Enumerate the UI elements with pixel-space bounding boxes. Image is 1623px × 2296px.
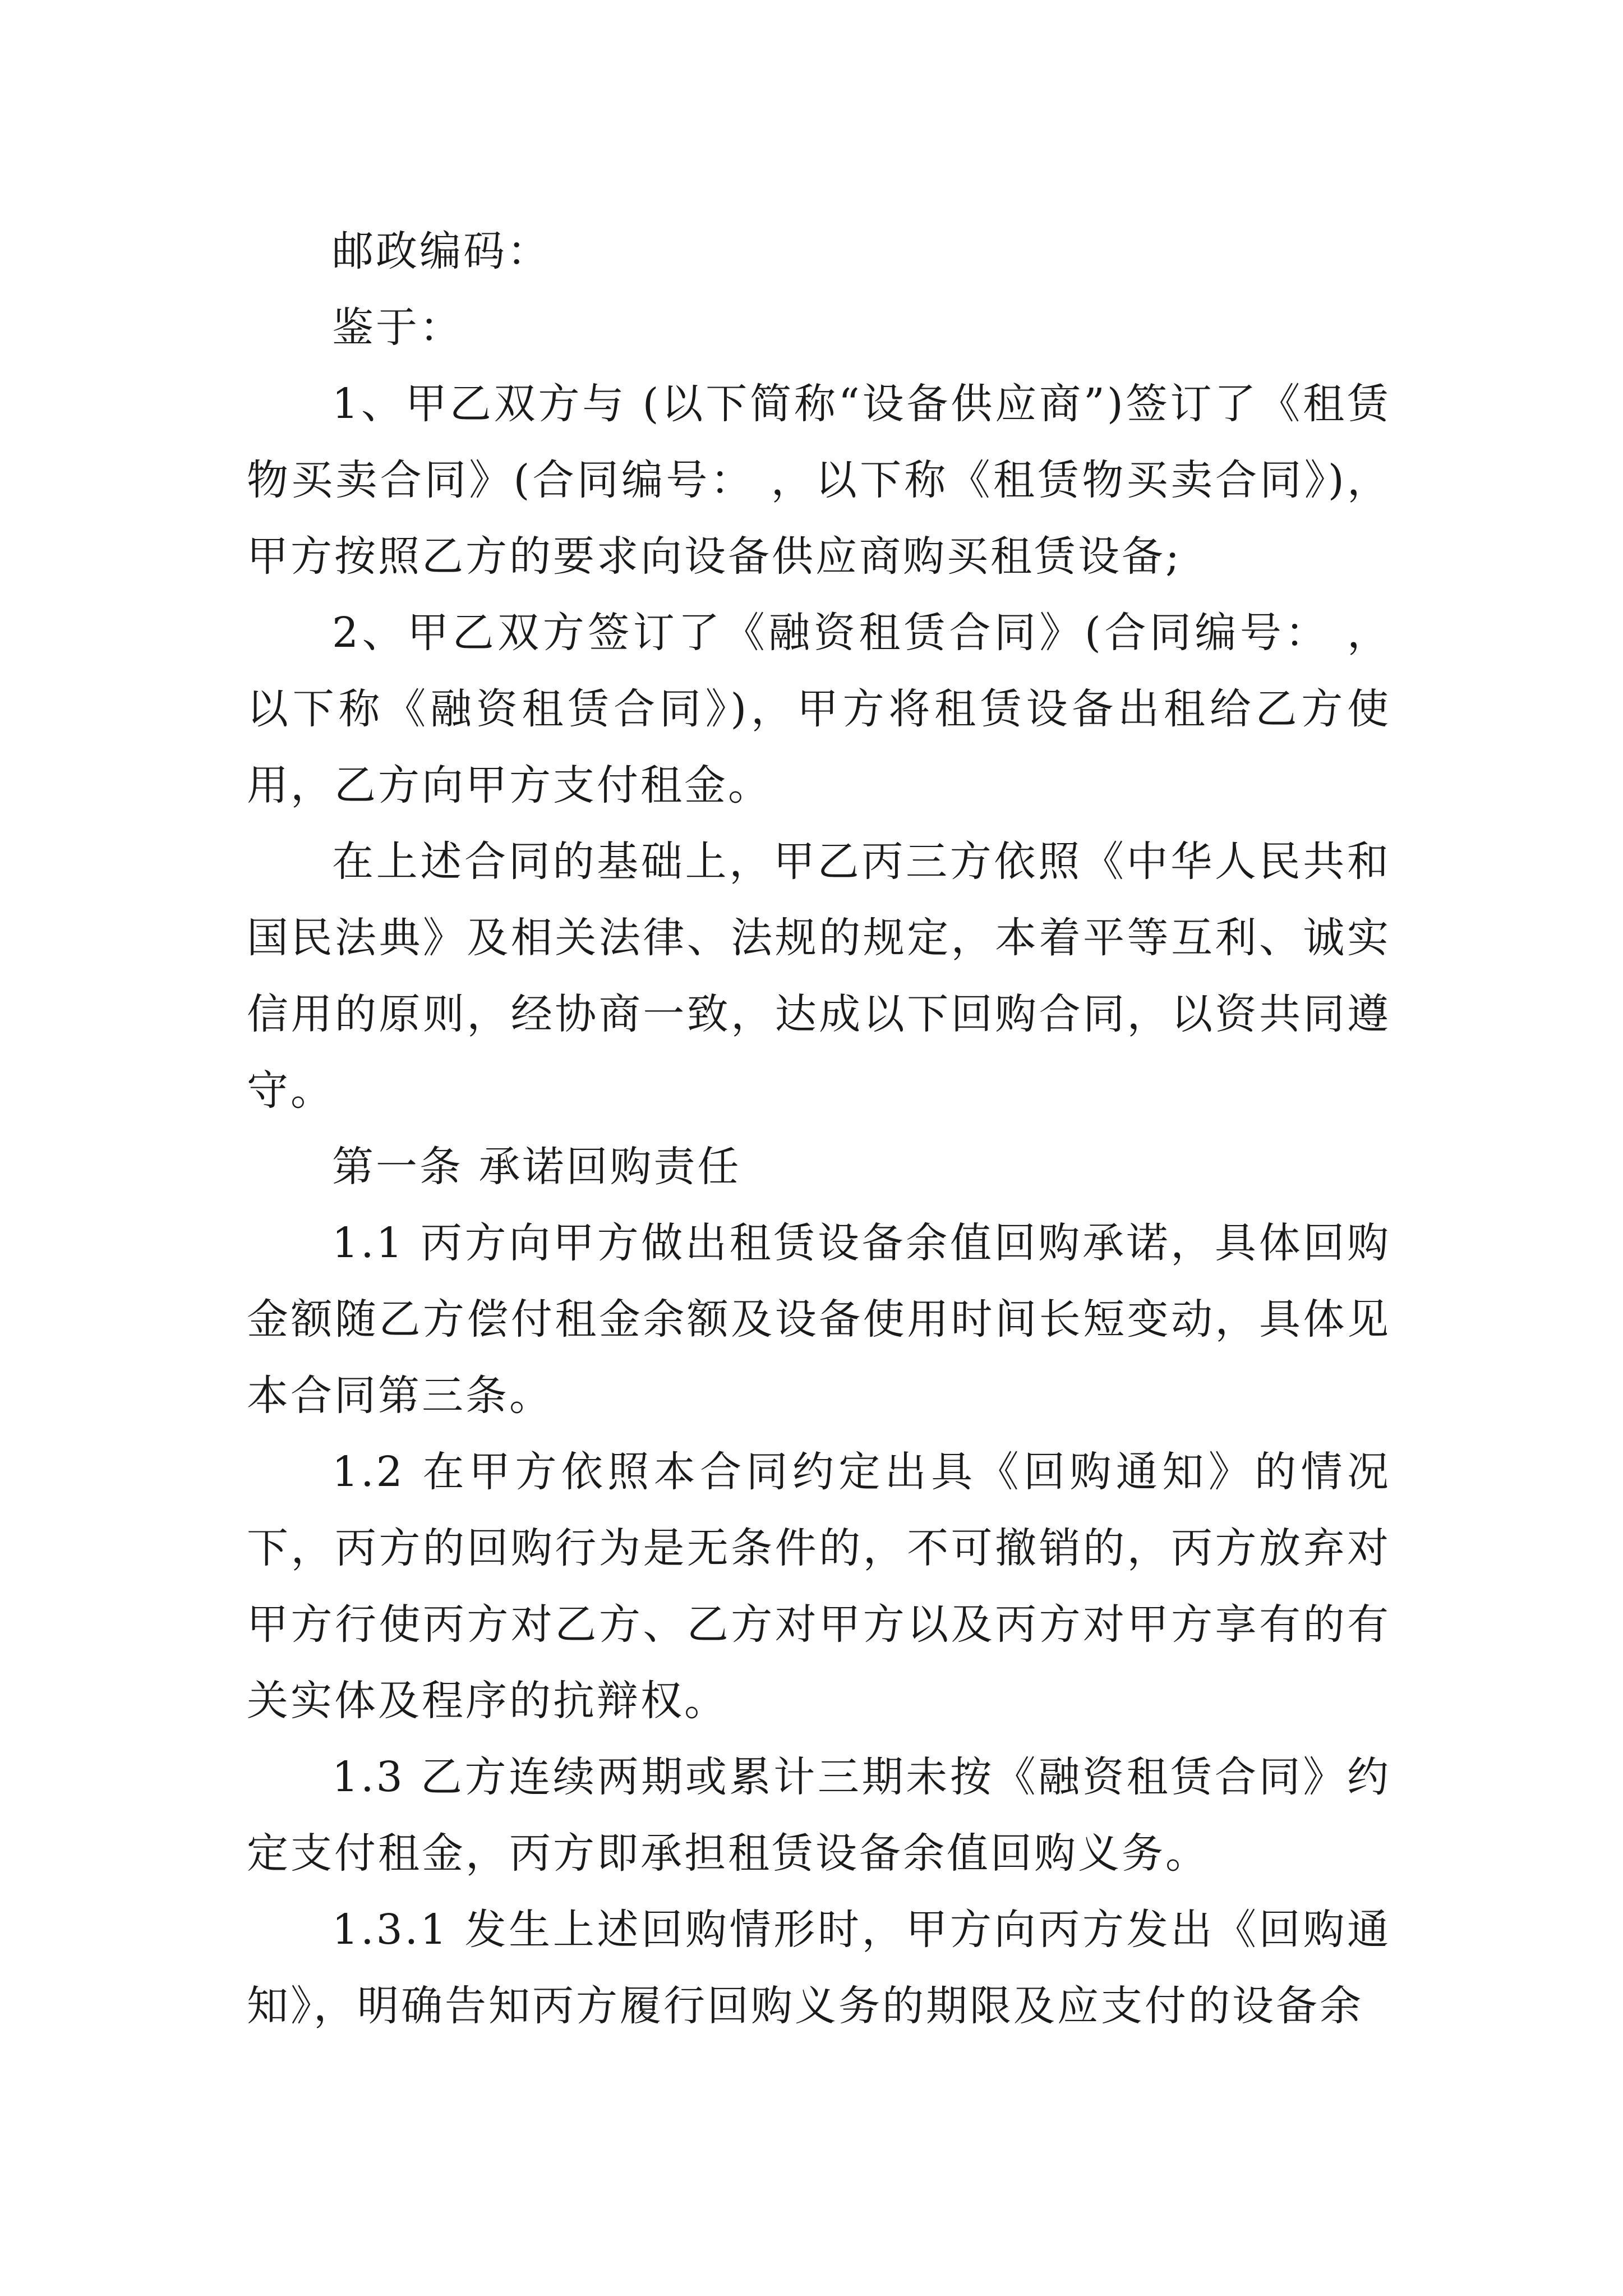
clause-1-3: 1.3 乙方连续两期或累计三期未按《融资租赁合同》约定支付租金，丙方即承担租赁设备余值回购义务。 — [247, 1753, 1391, 1878]
document-body — [247, 213, 1391, 2044]
clause-1-1: 1.1 丙方向甲方做出租赁设备余值回购承诺，具体回购金额随乙方偿付租金余额及设备使用时间长短变动，具体见本合同第三条。 — [247, 1219, 1391, 1420]
clause-1-3-1: 1.3.1 发生上述回购情形时，甲方向丙方发出《回购通知》，明确告知丙方履行回购义务的期限及应支付的设备余 — [247, 1906, 1391, 2030]
paragraph-recital-1: 1、甲乙双方与 (以下简称“设备供应商”)签订了《租赁物买卖合同》(合同编号： ，以下称《租赁物买卖合同》)，甲方按照乙方的要求向设备供应商购买租赁设备; — [247, 380, 1391, 581]
paragraph-postal-code: 邮政编码： — [332, 227, 551, 275]
article-1-heading: 第一条 承诺回购责任 — [332, 1143, 741, 1191]
clause-1-2: 1.2 在甲方依照本合同约定出具《回购通知》的情况下，丙方的回购行为是无条件的，不可撤销的，丙方放弃对甲方行使丙方对乙方、乙方对甲方以及丙方对甲方享有的有关实体及程序的抗辩权。 — [247, 1448, 1391, 1725]
paragraph-recital-2: 2、甲乙双方签订了《融资租赁合同》(合同编号： ，以下称《融资租赁合同》)，甲方将租赁设备出租给乙方使用，乙方向甲方支付租金。 — [247, 609, 1391, 809]
paragraph-basis: 在上述合同的基础上，甲乙丙三方依照《中华人民共和国民法典》及相关法律、法规的规定，本着平等互利、诚实信用的原则，经协商一致，达成以下回购合同，以资共同遵守。 — [247, 838, 1391, 1115]
paragraph-whereas: 鉴于： — [332, 303, 463, 352]
